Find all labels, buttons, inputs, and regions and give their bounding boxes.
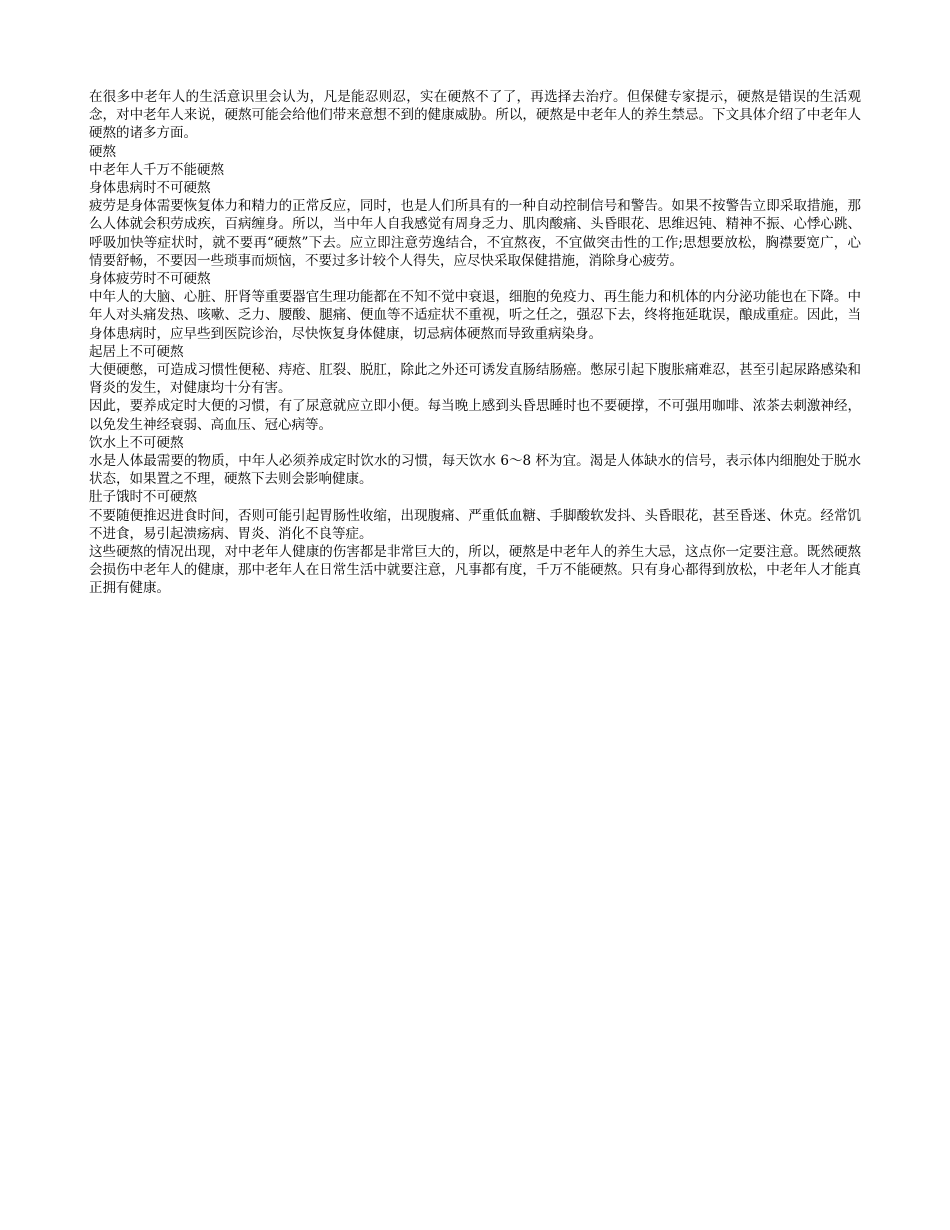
section-heading-fatigue: 身体疲劳时不可硬熬 [89, 271, 211, 288]
conclusion-paragraph: 这些硬熬的情况出现，对中老年人健康的伤害都是非常巨大的，所以，硬熬是中老年人的养生大忌，这点你一定要注意。既然硬熬会损伤中老年人的健康，那中老年人在日常生活中就要注意，凡事都有度，千万不能硬熬。只有身心都得到放松，中老年人才能真正拥有健康。 [89, 544, 861, 597]
intro-paragraph: 在很多中老年人的生活意识里会认为，凡是能忍则忍，实在硬熬不了了，再选择去治疗。但保健专家提示，硬熬是错误的生活观念，对中老年人来说，硬熬可能会给他们带来意想不到的健康威胁。所以，硬熬是中老年人的养生禁忌。下文具体介绍了中老年人硬熬的诸多方面。 [89, 89, 861, 142]
section-paragraph-bowel-bladder: 大便硬憋，可造成习惯性便秘、痔疮、肛裂、脱肛，除此之外还可诱发直肠结肠癌。憋尿引起下腹胀痛难忍，甚至引起尿路感染和肾炎的发生，对健康均十分有害。 [89, 362, 861, 397]
article-title: 中老年人千万不能硬熬 [89, 161, 224, 178]
section-heading-illness: 身体患病时不可硬熬 [89, 180, 211, 197]
section-paragraph-water: 水是人体最需要的物质，中年人必须养成定时饮水的习惯，每天饮水 6～8 杯为宜。渴是人体缺水的信号，表示体内细胞处于脱水状态，如果置之不理，硬熬下去则会影响健康。 [89, 453, 861, 488]
section-heading-daily-life: 起居上不可硬熬 [89, 343, 184, 360]
section-paragraph-fatigue-signal: 疲劳是身体需要恢复体力和精力的正常反应，同时，也是人们所具有的一种自动控制信号和警告。如果不按警告立即采取措施，那么人体就会积劳成疾，百病缠身。所以，当中年人自我感觉有周身乏力、肌肉酸痛、头昏眼花、思维迟钝、精神不振、心悸心跳、呼吸加快等症状时，就不要再“硬熬”下去。应立即注意劳逸结合，不宜熬夜，不宜做突击性的工作;思想要放松，胸襟要宽广，心情要舒畅，不要因一些琐事而烦恼，不要过多计较个人得失，应尽快采取保健措施，消除身心疲劳。 [89, 198, 861, 269]
section-heading-hunger: 肚子饿时不可硬熬 [89, 489, 197, 506]
section-paragraph-organ-decline: 中年人的大脑、心脏、肝肾等重要器官生理功能都在不知不觉中衰退，细胞的免疫力、再生能力和机体的内分泌功能也在下降。中年人对头痛发热、咳嗽、乏力、腰酸、腿痛、便血等不适症状不重视，听之任之，强忍下去，终将拖延耽误，酿成重症。因此，当身体患病时，应早些到医院诊治，尽快恢复身体健康，切忌病体硬熬而导致重病染身。 [89, 289, 861, 342]
section-paragraph-habits: 因此，要养成定时大便的习惯，有了尿意就应立即小便。每当晚上感到头昏思睡时也不要硬撑，不可强用咖啡、浓茶去刺激神经，以免发生神经衰弱、高血压、冠心病等。 [89, 398, 861, 433]
document-body [89, 88, 861, 598]
section-paragraph-meals: 不要随便推迟进食时间，否则可能引起胃肠性收缩，出现腹痛、严重低血糖、手脚酸软发抖、头昏眼花，甚至昏迷、休克。经常饥不进食，易引起溃疡病、胃炎、消化不良等症。 [89, 507, 861, 542]
keyword-line: 硬熬 [89, 143, 116, 160]
section-heading-drinking: 饮水上不可硬熬 [89, 434, 184, 451]
